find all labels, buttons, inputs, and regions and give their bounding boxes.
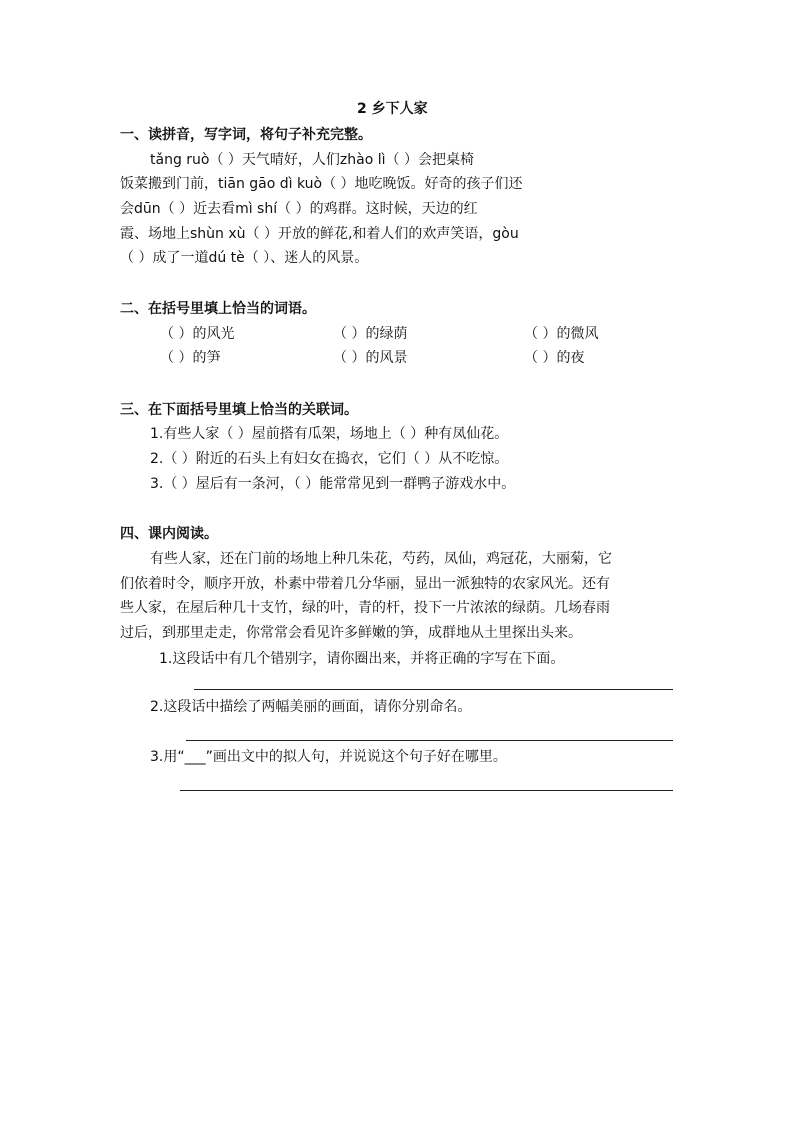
answer-line-2[interactable] bbox=[186, 740, 673, 741]
passage-line-2: 们依着时令，顺序开放，朴素中带着几分华丽，显出一派独特的农家风光。还有 bbox=[120, 576, 610, 592]
section1-line-3: 会dūn（ ）近去看mì shí（ ）的鸡群。这时候，天边的红 bbox=[120, 201, 478, 217]
answer-line-1[interactable] bbox=[194, 689, 673, 690]
section3-item-1: 1.有些人家（ ）屋前搭有瓜架，场地上（ ）种有凤仙花。 bbox=[150, 426, 509, 442]
fill-blank-item: （ ）的夜 bbox=[524, 350, 585, 366]
section4-heading: 四、课内阅读。 bbox=[120, 526, 218, 542]
passage-line-1: 有些人家，还在门前的场地上种几朱花，芍药，凤仙，鸡冠花，大丽菊，它 bbox=[150, 551, 612, 567]
fill-blank-item: （ ）的微风 bbox=[524, 326, 599, 342]
fill-blank-item: （ ）的绿荫 bbox=[333, 326, 408, 342]
answer-line-3[interactable] bbox=[180, 790, 673, 791]
page-title: 2 乡下人家 bbox=[357, 101, 428, 117]
section1-line-5: （ ）成了一道dú tè（ ）、迷人的风景。 bbox=[120, 250, 369, 266]
section3-item-3: 3.（ ）屋后有一条河，（ ）能常常见到一群鸭子游戏水中。 bbox=[150, 476, 516, 492]
section3-heading: 三、在下面括号里填上恰当的关联词。 bbox=[120, 402, 358, 418]
section3-item-2: 2.（ ）附近的石头上有妇女在捣衣，它们（ ）从不吃惊。 bbox=[150, 451, 509, 467]
fill-blank-item: （ ）的笋 bbox=[160, 350, 221, 366]
section1-heading: 一、读拼音，写字词，将句子补充完整。 bbox=[120, 127, 372, 143]
passage-line-4: 过后，到那里走走，你常常会看见许多鲜嫩的笋，成群地从土里探出头来。 bbox=[120, 625, 582, 641]
fill-blank-item: （ ）的风景 bbox=[333, 350, 408, 366]
question-2: 2.这段话中描绘了两幅美丽的画面，请你分别命名。 bbox=[150, 699, 472, 715]
question-1: 1.这段话中有几个错别字，请你圈出来，并将正确的字写在下面。 bbox=[159, 651, 565, 667]
section1-line-1: tǎng ruò（ ）天气晴好，人们zhào lì（ ）会把桌椅 bbox=[150, 152, 474, 168]
section2-heading: 二、在括号里填上恰当的词语。 bbox=[120, 301, 316, 317]
passage-line-3: 些人家，在屋后种几十支竹，绿的叶，青的杆，投下一片浓浓的绿荫。几场春雨 bbox=[120, 600, 610, 616]
section1-line-2: 饭菜搬到门前，tiān gāo dì kuò（ ）地吃晚饭。好奇的孩子们还 bbox=[120, 176, 523, 192]
fill-blank-item: （ ）的风光 bbox=[160, 326, 235, 342]
section1-line-4: 霞、场地上shùn xù（ ）开放的鲜花,和着人们的欢声笑语，gòu bbox=[120, 226, 519, 242]
question-3: 3.用“___”画出文中的拟人句，并说说这个句子好在哪里。 bbox=[150, 749, 507, 765]
